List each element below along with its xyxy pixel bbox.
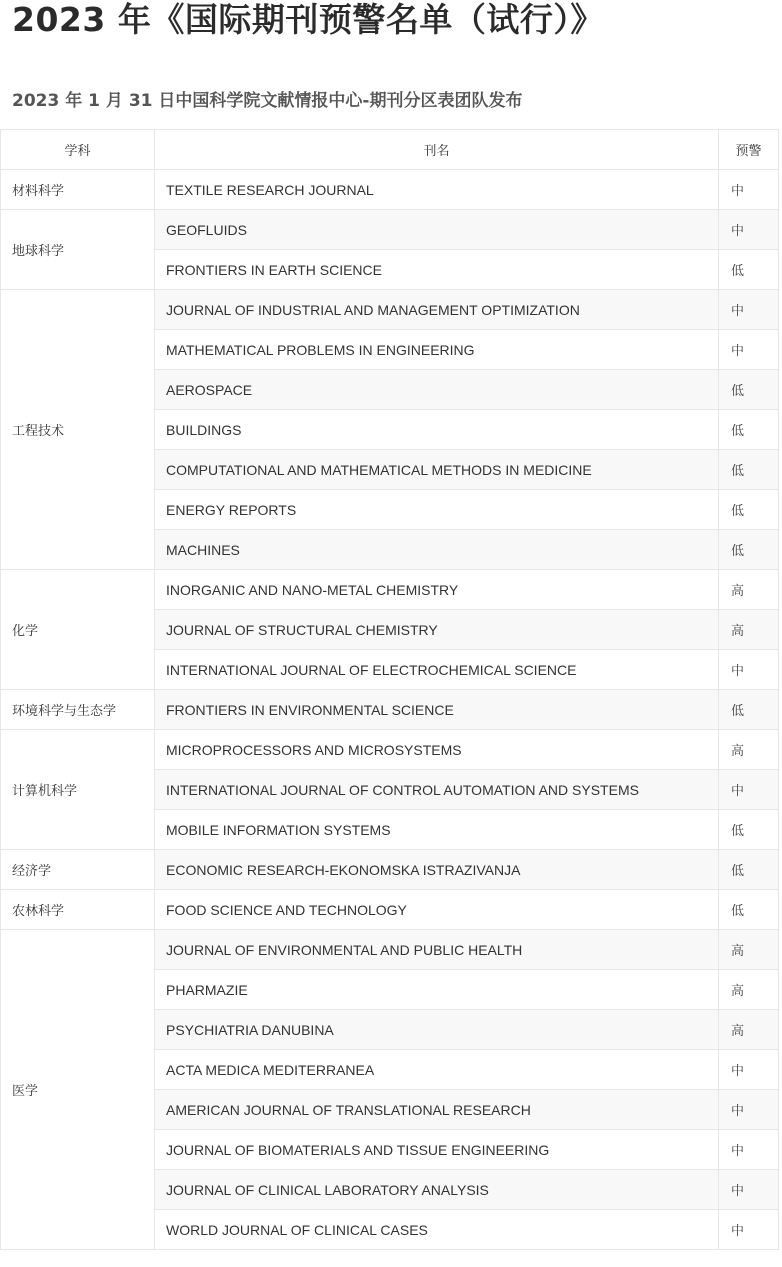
journal-name-cell: MOBILE INFORMATION SYSTEMS: [155, 810, 719, 850]
warning-level-cell: 低: [719, 410, 779, 450]
table-row: [1, 890, 779, 930]
header-subject: 学科: [1, 130, 155, 170]
journal-name-cell: ECONOMIC RESEARCH-EKONOMSKA ISTRAZIVANJA: [155, 850, 719, 890]
table-row: [1, 570, 779, 610]
journal-name-cell: JOURNAL OF INDUSTRIAL AND MANAGEMENT OPTIMIZATION: [155, 290, 719, 330]
warning-level-cell: 低: [719, 250, 779, 290]
warning-level-cell: 中: [719, 1210, 779, 1250]
journal-name-cell: BUILDINGS: [155, 410, 719, 450]
warning-level-cell: 低: [719, 810, 779, 850]
table-row: [1, 850, 779, 890]
journal-name-cell: MATHEMATICAL PROBLEMS IN ENGINEERING: [155, 330, 719, 370]
warning-level-cell: 低: [719, 450, 779, 490]
warning-level-cell: 中: [719, 290, 779, 330]
subject-cell: 经济学: [1, 850, 155, 890]
journal-name-cell: COMPUTATIONAL AND MATHEMATICAL METHODS IN MEDICINE: [155, 450, 719, 490]
journal-name-cell: ACTA MEDICA MEDITERRANEA: [155, 1050, 719, 1090]
journal-name-cell: TEXTILE RESEARCH JOURNAL: [155, 170, 719, 210]
table-header-row: [1, 130, 779, 170]
journal-name-cell: MICROPROCESSORS AND MICROSYSTEMS: [155, 730, 719, 770]
journal-name-cell: FRONTIERS IN EARTH SCIENCE: [155, 250, 719, 290]
subject-cell: 材料科学: [1, 170, 155, 210]
journal-name-cell: ENERGY REPORTS: [155, 490, 719, 530]
warning-level-cell: 中: [719, 1130, 779, 1170]
subject-cell: 环境科学与生态学: [1, 690, 155, 730]
header-level: 预警: [719, 130, 779, 170]
warning-level-cell: 低: [719, 690, 779, 730]
warning-level-cell: 中: [719, 650, 779, 690]
warning-level-cell: 低: [719, 850, 779, 890]
subject-cell: 计算机科学: [1, 730, 155, 850]
journal-name-cell: JOURNAL OF BIOMATERIALS AND TISSUE ENGINEERING: [155, 1130, 719, 1170]
journal-name-cell: AMERICAN JOURNAL OF TRANSLATIONAL RESEARCH: [155, 1090, 719, 1130]
warning-level-cell: 中: [719, 170, 779, 210]
table-row: [1, 170, 779, 210]
journal-name-cell: WORLD JOURNAL OF CLINICAL CASES: [155, 1210, 719, 1250]
journal-name-cell: FRONTIERS IN ENVIRONMENTAL SCIENCE: [155, 690, 719, 730]
journal-name-cell: JOURNAL OF ENVIRONMENTAL AND PUBLIC HEALTH: [155, 930, 719, 970]
warning-level-cell: 中: [719, 1050, 779, 1090]
table-row: [1, 730, 779, 770]
journal-name-cell: AEROSPACE: [155, 370, 719, 410]
subject-cell: 医学: [1, 930, 155, 1250]
warning-level-cell: 高: [719, 730, 779, 770]
warning-level-cell: 中: [719, 330, 779, 370]
journal-name-cell: GEOFLUIDS: [155, 210, 719, 250]
warning-level-cell: 中: [719, 210, 779, 250]
page-subtitle: 2023 年 1 月 31 日中国科学院文献情报中心-期刊分区表团队发布: [12, 91, 523, 111]
journal-name-cell: JOURNAL OF CLINICAL LABORATORY ANALYSIS: [155, 1170, 719, 1210]
warning-level-cell: 低: [719, 370, 779, 410]
journal-name-cell: MACHINES: [155, 530, 719, 570]
journal-name-cell: PSYCHIATRIA DANUBINA: [155, 1010, 719, 1050]
warning-level-cell: 低: [719, 890, 779, 930]
journal-name-cell: FOOD SCIENCE AND TECHNOLOGY: [155, 890, 719, 930]
warning-level-cell: 高: [719, 930, 779, 970]
page-title: 2023 年《国际期刊预警名单（试行）》: [12, 0, 604, 39]
journal-name-cell: PHARMAZIE: [155, 970, 719, 1010]
warning-level-cell: 低: [719, 490, 779, 530]
journal-name-cell: INTERNATIONAL JOURNAL OF ELECTROCHEMICAL SCIENCE: [155, 650, 719, 690]
warning-level-cell: 低: [719, 530, 779, 570]
warning-level-cell: 中: [719, 1090, 779, 1130]
journal-warning-table: [0, 129, 779, 1250]
journal-name-cell: INORGANIC AND NANO-METAL CHEMISTRY: [155, 570, 719, 610]
table-body: [1, 170, 779, 1250]
warning-level-cell: 中: [719, 1170, 779, 1210]
subject-cell: 化学: [1, 570, 155, 690]
warning-level-cell: 高: [719, 570, 779, 610]
warning-level-cell: 高: [719, 610, 779, 650]
table-row: [1, 930, 779, 970]
subject-cell: 农林科学: [1, 890, 155, 930]
subject-cell: 工程技术: [1, 290, 155, 570]
warning-level-cell: 高: [719, 1010, 779, 1050]
table-row: [1, 210, 779, 250]
journal-name-cell: INTERNATIONAL JOURNAL OF CONTROL AUTOMATION AND SYSTEMS: [155, 770, 719, 810]
journal-name-cell: JOURNAL OF STRUCTURAL CHEMISTRY: [155, 610, 719, 650]
subject-cell: 地球科学: [1, 210, 155, 290]
header-journal: 刊名: [155, 130, 719, 170]
table-row: [1, 290, 779, 330]
warning-level-cell: 中: [719, 770, 779, 810]
warning-level-cell: 高: [719, 970, 779, 1010]
table-row: [1, 690, 779, 730]
